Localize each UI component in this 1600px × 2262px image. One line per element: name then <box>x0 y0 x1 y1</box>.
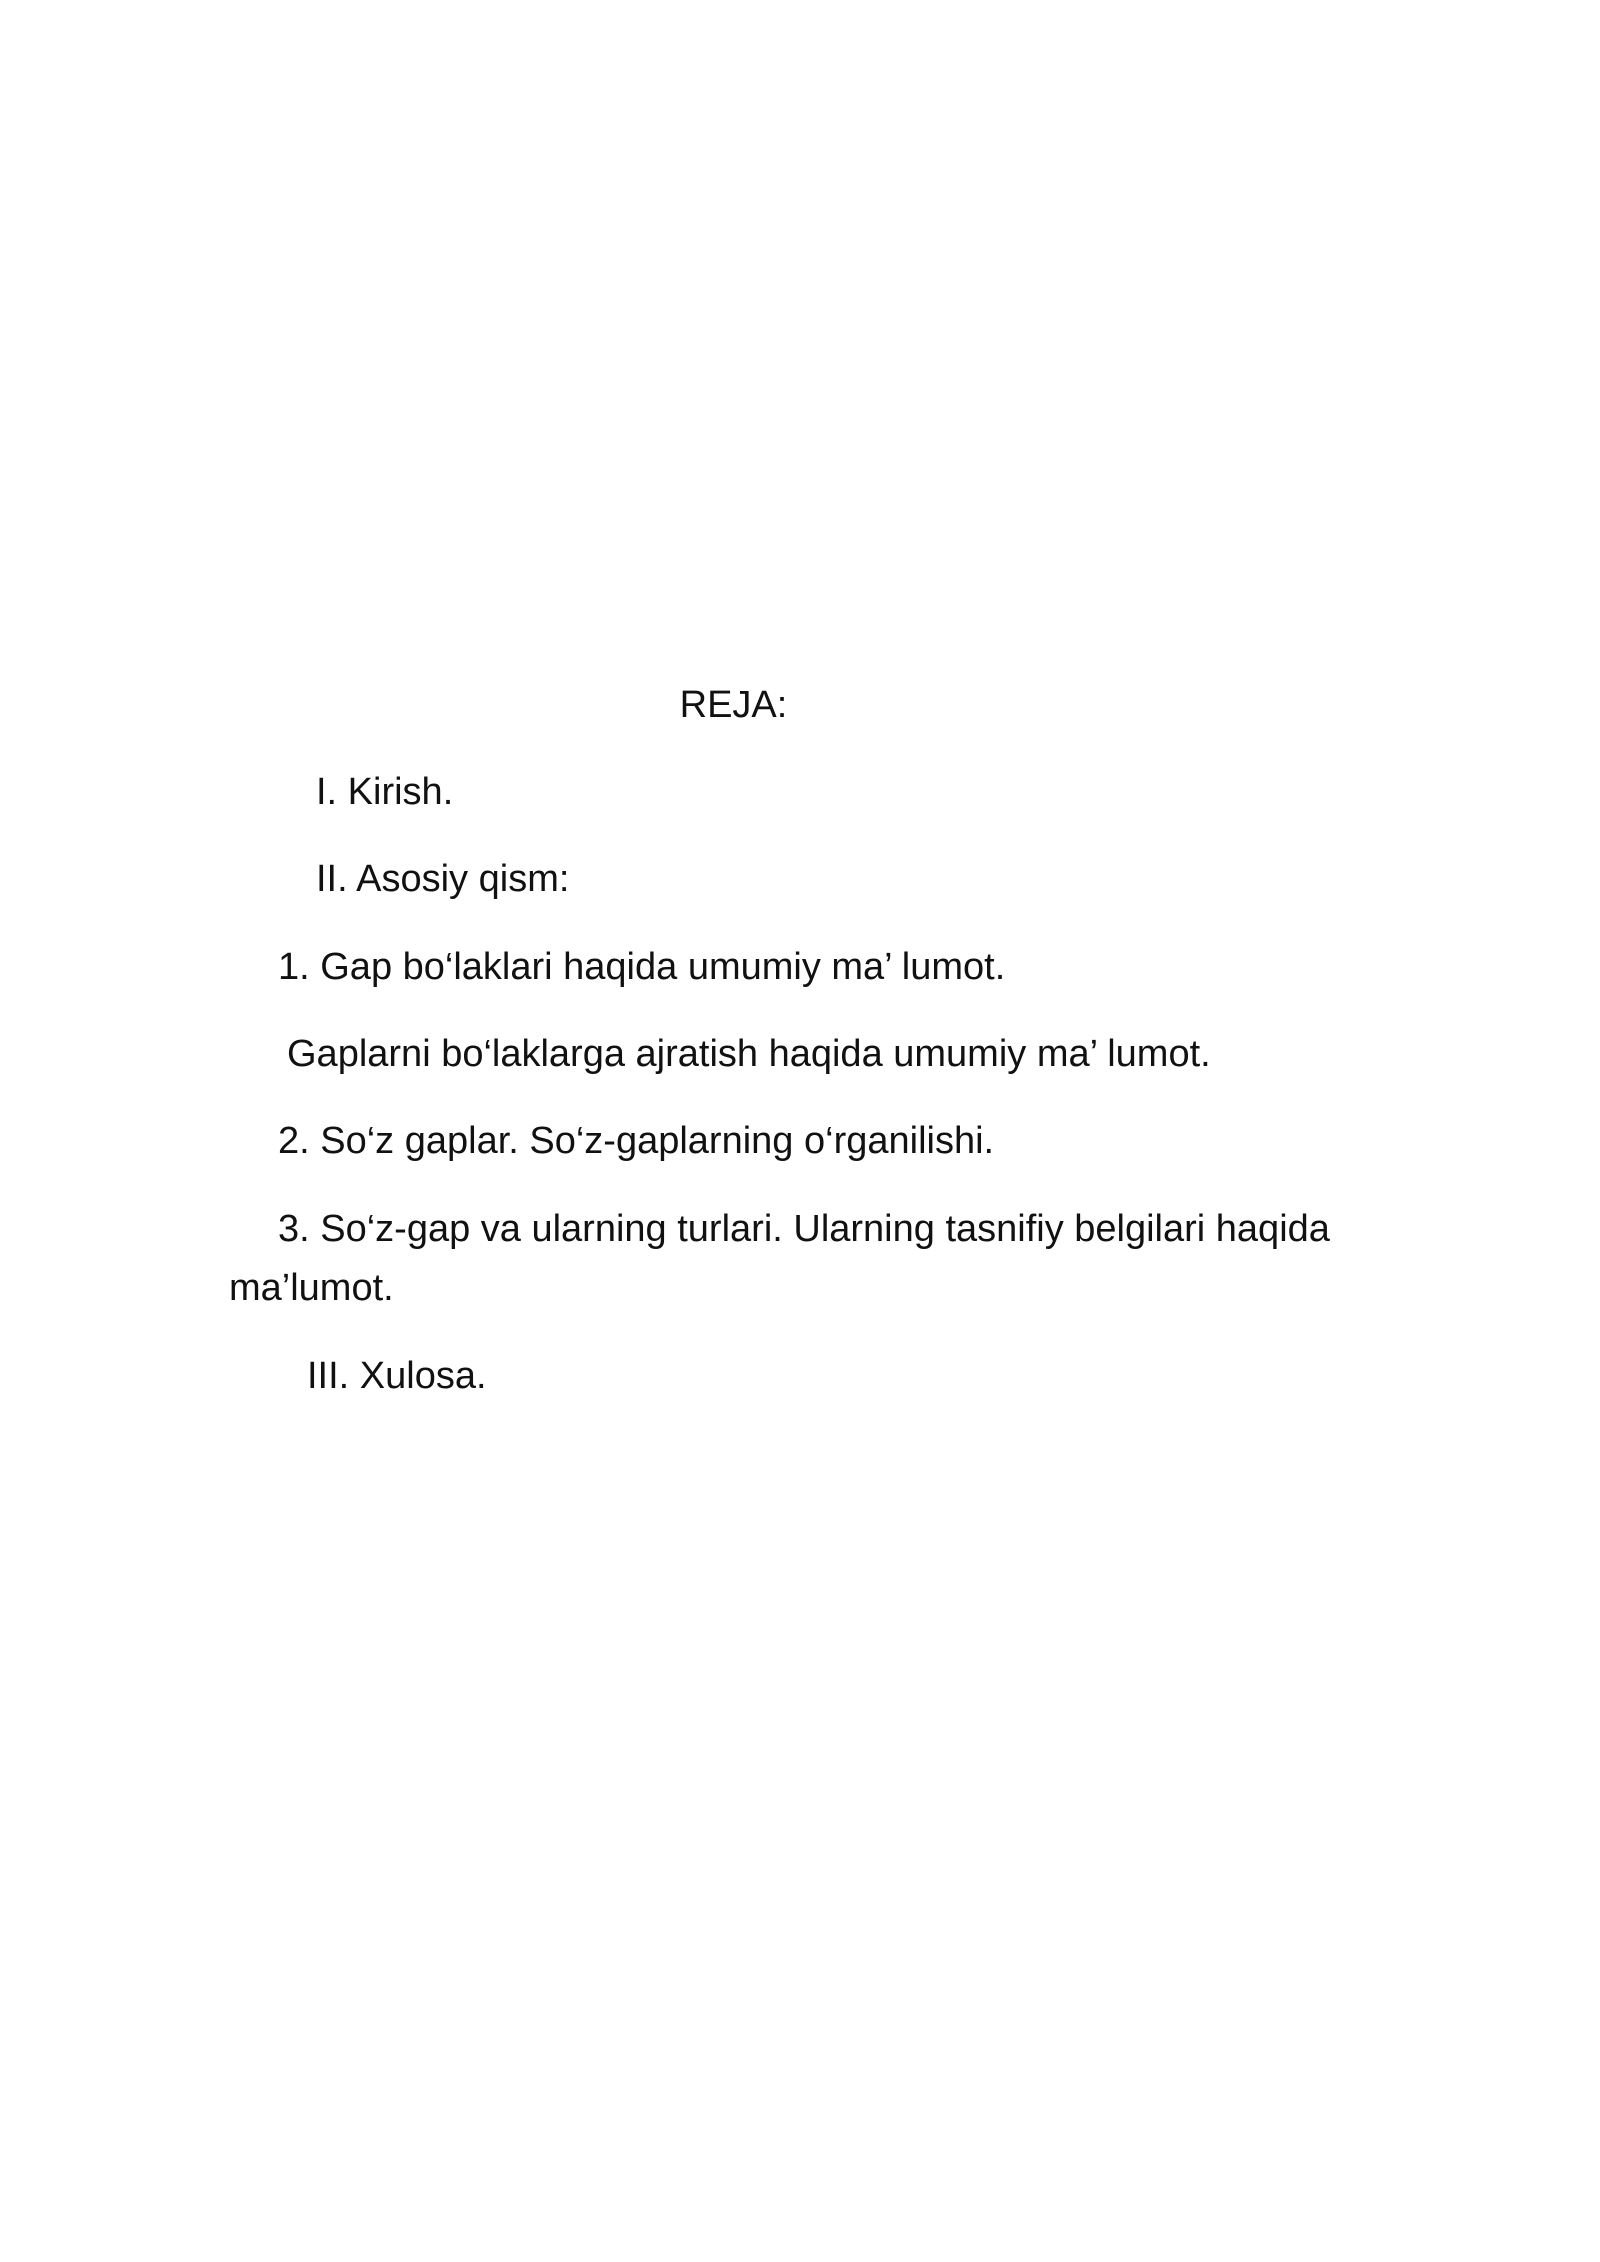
plan-item-introduction: I. Kirish. <box>316 771 454 813</box>
page-title: REJA: <box>679 684 788 726</box>
plan-item-3-continuation: ma’lumot. <box>229 1267 394 1309</box>
plan-item-main-part: II. Asosiy qism: <box>316 858 570 900</box>
plan-item-1: 1. Gap bo‘laklari haqida umumiy ma’ lumot. <box>278 946 1006 988</box>
plan-item-conclusion: III. Xulosa. <box>307 1355 487 1397</box>
plan-item-2: 2. So‘z gaplar. So‘z-gaplarning o‘rganilishi. <box>278 1120 995 1162</box>
plan-item-3: 3. So‘z-gap va ularning turlari. Ularning tasnifiy belgilari haqida <box>278 1208 1330 1250</box>
plan-item-1-sub: Gaplarni bo‘laklarga ajratish haqida umumiy ma’ lumot. <box>287 1033 1211 1075</box>
